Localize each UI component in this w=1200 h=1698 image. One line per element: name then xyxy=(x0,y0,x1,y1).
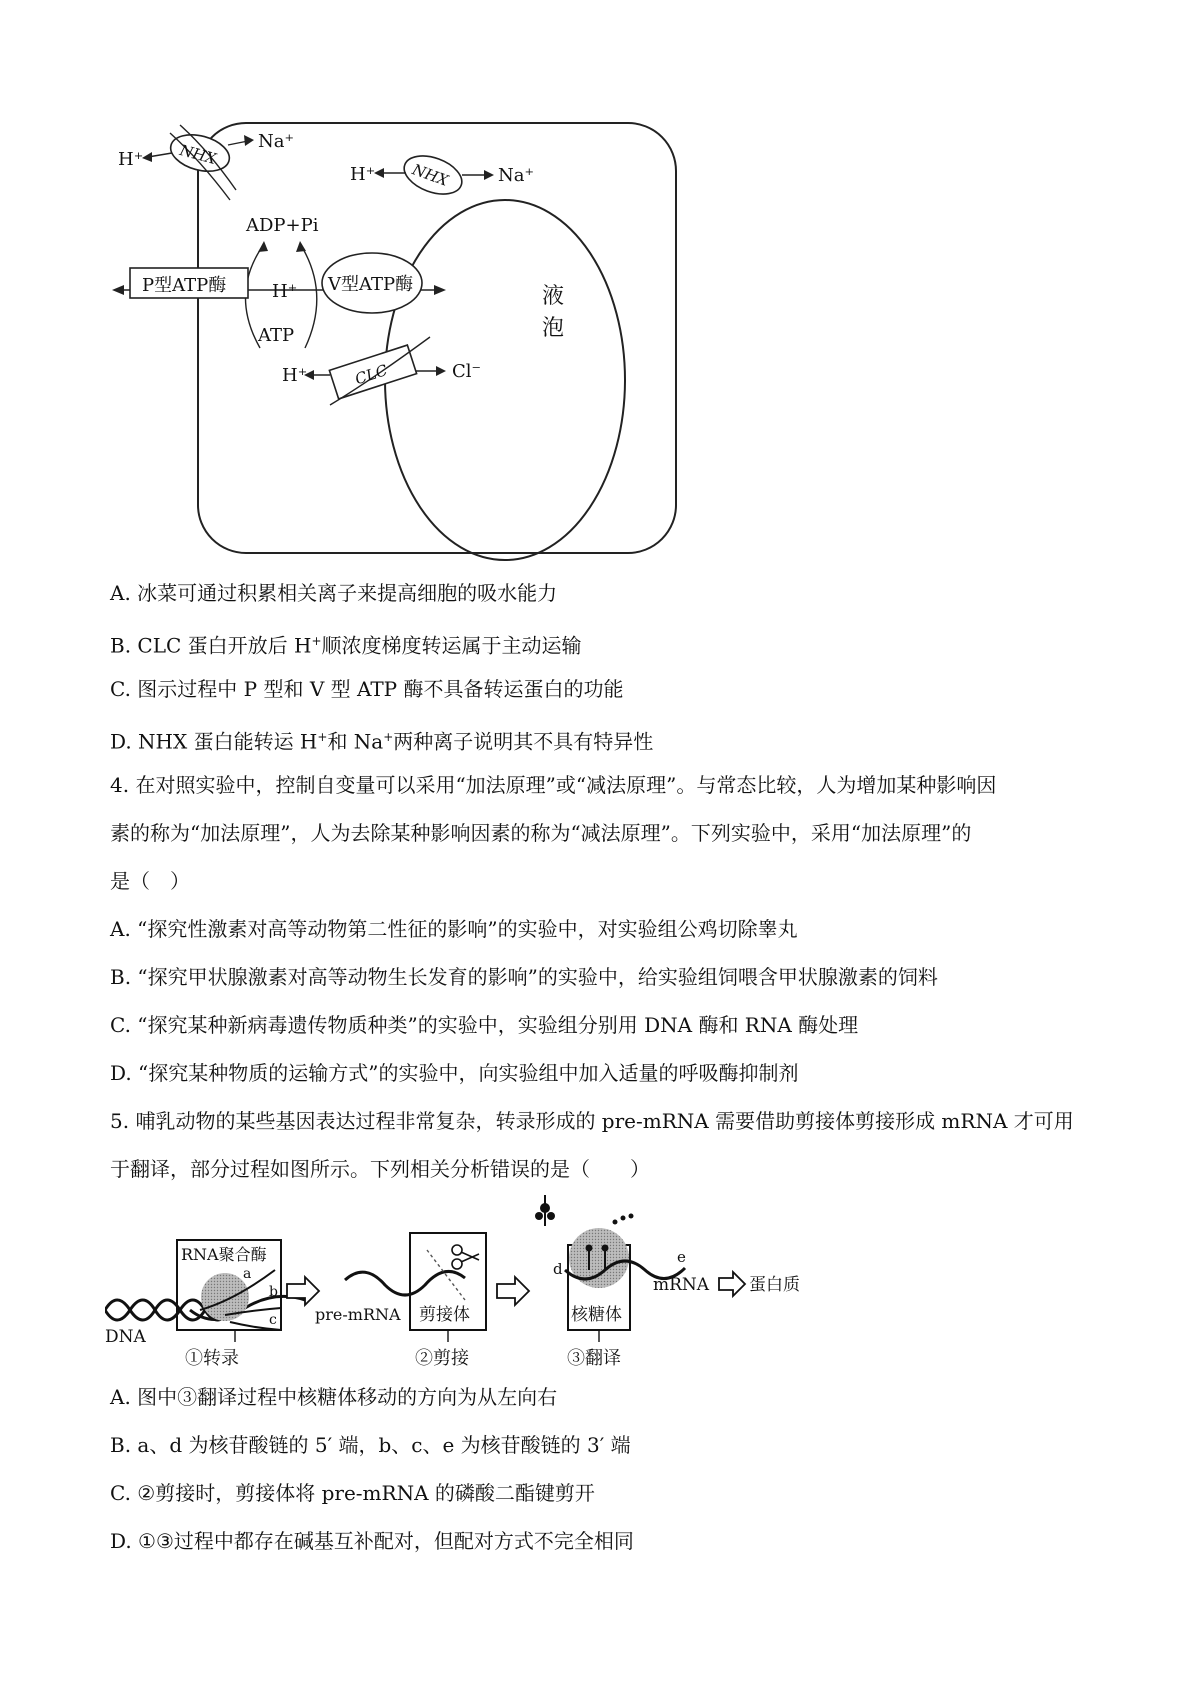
q3-option-b: B. CLC 蛋白开放后 H+顺浓度梯度转运属于主动运输 xyxy=(110,633,582,658)
v-type-atpase xyxy=(322,253,422,313)
q4-option-b: B. “探究甲状腺激素对高等动物生长发育的影响”的实验中，给实验组饲喂含甲状腺激素的饲料 xyxy=(110,965,938,989)
q5-option-b: B. a、d 为核苷酸链的 5′ 端，b、c、e 为核苷酸链的 3′ 端 xyxy=(110,1433,631,1457)
q4-stem-line-2: 素的称为“加法原理”，人为去除某种影响因素的称为“减法原理”。下列实验中，采用“加法原理”的 xyxy=(110,821,972,845)
na-plus-label-2: Na⁺ xyxy=(498,165,534,186)
adp-pi-label: ADP+Pi xyxy=(246,215,319,236)
q3-option-c: C. 图示过程中 P 型和 V 型 ATP 酶不具备转运蛋白的功能 xyxy=(110,677,624,701)
step-splicing-label: ②剪接 xyxy=(415,1348,469,1369)
q5-option-c: C. ②剪接时，剪接体将 pre-mRNA 的磷酸二酯键剪开 xyxy=(110,1481,595,1505)
nhx-transporter-plasma xyxy=(167,125,236,200)
nhx-transporter-tonoplast xyxy=(399,149,467,201)
step-transcription-label: ①转录 xyxy=(185,1348,239,1369)
label-b: b xyxy=(269,1284,278,1300)
ribosome-label: 核糖体 xyxy=(571,1305,622,1325)
h-plus-label-3: H⁺ xyxy=(282,365,308,386)
cl-minus-label: Cl⁻ xyxy=(452,361,482,382)
mrna-label: mRNA xyxy=(653,1275,710,1295)
q4-option-d: D. “探究某种物质的运输方式”的实验中，向实验组中加入适量的呼吸酶抑制剂 xyxy=(110,1061,799,1085)
h-plus-label-2: H⁺ xyxy=(350,164,376,185)
clc-label: CLC xyxy=(352,361,390,389)
label-a: a xyxy=(243,1266,252,1282)
step-translation-label: ③翻译 xyxy=(567,1348,621,1369)
label-e: e xyxy=(677,1248,686,1266)
q3-option-a: A. 冰菜可通过积累相关离子来提高细胞的吸水能力 xyxy=(110,581,558,605)
trna-icon xyxy=(535,1195,555,1226)
q5-option-d: D. ①③过程中都存在碱基互补配对，但配对方式不完全相同 xyxy=(110,1529,634,1553)
q5-option-a: A. 图中③翻译过程中核糖体移动的方向为从左向右 xyxy=(110,1385,558,1409)
scissors-icon xyxy=(452,1245,479,1269)
q5-stem-line-1: 5. 哺乳动物的某些基因表达过程非常复杂，转录形成的 pre-mRNA 需要借助剪接体剪接形成 mRNA 才可用 xyxy=(110,1109,1074,1133)
dna-label: DNA xyxy=(105,1327,146,1347)
arrow-2 xyxy=(497,1277,529,1305)
q5-stem-line-2: 于翻译，部分过程如图所示。下列相关分析错误的是（ ） xyxy=(110,1157,650,1181)
na-plus-label-1: Na⁺ xyxy=(258,131,294,152)
label-c: c xyxy=(269,1312,277,1328)
atp-label: ATP xyxy=(258,325,295,346)
gene-expression-figure xyxy=(105,1190,905,1370)
arrow-3 xyxy=(719,1272,745,1296)
clc-channel xyxy=(329,337,430,405)
rna-polymerase-label: RNA聚合酶 xyxy=(181,1245,267,1264)
h-plus-label-center: H⁺ xyxy=(272,281,298,302)
vacuole-outline xyxy=(385,200,625,560)
q3-option-d: D. NHX 蛋白能转运 H+和 Na+两种离子说明其不具有特异性 xyxy=(110,729,654,754)
vacuole-label-bottom: 泡 xyxy=(542,316,565,341)
rna-polymerase-shape xyxy=(201,1273,249,1321)
cell-ion-transport-figure xyxy=(110,105,690,565)
v-atpase-label: V型ATP酶 xyxy=(328,274,414,295)
q4-stem-line-1: 4. 在对照实验中，控制自变量可以采用“加法原理”或“减法原理”。与常态比较，人为增加某种影响因 xyxy=(110,773,997,797)
pre-mrna-label: pre-mRNA xyxy=(315,1305,401,1324)
q4-option-c: C. “探究某种新病毒遗传物质种类”的实验中，实验组分别用 DNA 酶和 RNA 酶处理 xyxy=(110,1013,859,1037)
vacuole-label-top: 液 xyxy=(542,284,565,309)
p-atpase-label: P型ATP酶 xyxy=(142,275,227,296)
nhx-label-2: NHX xyxy=(409,160,451,190)
nhx-label: NHX xyxy=(177,141,219,168)
protein-label: 蛋白质 xyxy=(749,1275,800,1295)
q4-stem-line-3: 是（ ） xyxy=(110,869,190,893)
pre-mrna-strand xyxy=(345,1271,465,1295)
q4-option-a: A. “探究性激素对高等动物第二性征的影响”的实验中，对实验组公鸡切除睾丸 xyxy=(110,917,798,941)
p-type-atpase xyxy=(130,268,248,298)
label-d: d xyxy=(553,1260,563,1278)
h-plus-label-1: H⁺ xyxy=(118,149,144,170)
spliceosome-label: 剪接体 xyxy=(419,1305,470,1325)
